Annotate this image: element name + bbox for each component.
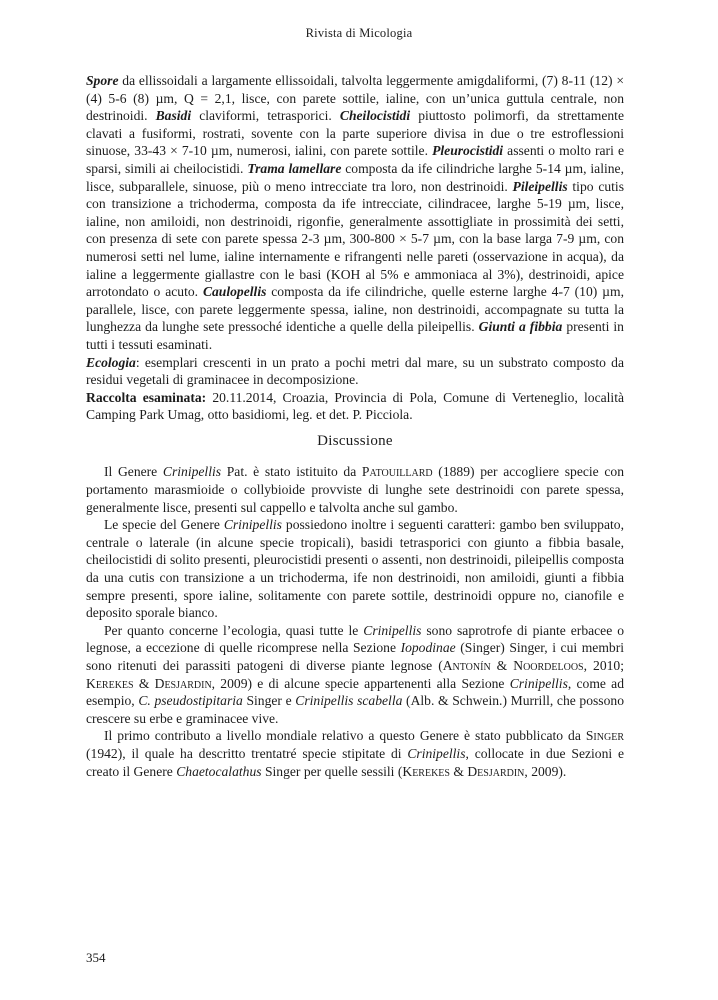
text-run: (Alb. & Schwein.) Murrill, che possono crescere su erbe e graminacee vive. (86, 693, 624, 726)
text-run: (1942), il quale ha descritto trentatré specie stipitate di (86, 745, 408, 761)
text-run: possiedono inoltre i seguenti caratteri: gambo ben sviluppato, centrale o laterale (in alcune specie tropicali), basidi tetrasporici con giunto a fibbia basale, cheilocistidi di solito presenti, pleurocistidi presenti o assenti, non destrinoidi, pileipellis composta da una cutis con transizione a un trichoderma, ife non destrinoidi, non amiloidi, giunti a fibbia sempre presenti, spore ialine, solitamente con parete sottile, destrinoidi oppure no, cianofile e deposito sporale bianco. (86, 517, 624, 621)
section-title: Discussione (317, 432, 393, 449)
text-run: Kerekes & Desjardin (402, 763, 525, 779)
text-run: : esemplari crescenti in un prato a pochi metri dal mare, su un substrato composto da residui vegetali di graminacee in decomposizione. (86, 354, 624, 388)
text-run: , 2009) e di alcune specie appartenenti alla Sezione (211, 675, 510, 691)
collection-paragraph (86, 389, 624, 424)
text-run: Kerekes & Desjardin (86, 675, 212, 691)
text-run: assenti o molto rari e sparsi, simili ai cheilocistidi. (86, 143, 624, 176)
text-run: (1889) per accogliere specie con portamento marasmioide o collybioide provviste di lunghe sete destrinoidi con parete spessa, generalmente lisce, presenti sul cappello e talvolta anche sul gambo. (86, 464, 625, 515)
text-run: Pat. è stato istituito da (221, 464, 362, 480)
discussion-paragraph-4 (86, 727, 624, 780)
text-run: composta da ife cilindriche, quelle esterne larghe 4-7 (10) µm, parallele, lisce, con parete leggermente spessa, ialine, non destrinoidi, accompagnate su tutta la lunghezza da lunghe sete pressoché identiche a quelle della pileipellis. (86, 284, 624, 335)
text-run: Trama lamellare (247, 160, 342, 176)
text-run: Singer per quelle sessili ( (261, 763, 403, 779)
discussion-paragraph-3 (86, 622, 624, 728)
text-run: presenti in tutti i tessuti esaminati. (86, 319, 624, 352)
description-paragraph (86, 72, 624, 354)
text-run: Il Genere (104, 464, 163, 480)
text-run: , 2010; (583, 658, 624, 673)
text-run: sono saprotrofe di piante erbacee o legnose, a eccezione di quelle ricomprese nella Sezione (86, 622, 624, 656)
running-head: Rivista di Micologia (305, 26, 413, 40)
text-run: Cheilocistidi (339, 108, 411, 124)
text-run: Crinipellis (162, 464, 222, 480)
text-run: da ellissoidali a largamente ellissoidali, talvolta leggermente amigdaliformi, (7) 8-11 (12) × (4) 5-6 (8) µm, Q = 2,1, lisce, con parete sottile, ialine, con un’unica guttula centrale, non destrinoidi. (86, 73, 624, 124)
text-run: Patouillard (361, 464, 433, 480)
text-run: Pleurocistidi (432, 143, 504, 159)
text-run: Crinipellis scabella (295, 693, 403, 709)
discussion-paragraph-1 (86, 463, 624, 516)
text-run: C. pseudostipitaria (138, 693, 243, 709)
text-run: Il primo contributo a livello mondiale relativo a questo Genere è stato pubblicato da (104, 728, 586, 744)
text-run: Singer (585, 728, 624, 744)
text-run: , come ad esempio, (86, 675, 624, 709)
text-run: composta da ife cilindriche larghe 5-14 µm, ialine, lisce, subparallele, sinuose, più o meno intrecciate tra loro, non destrinoidi. (86, 160, 624, 194)
text-run: Chaetocalathus (176, 763, 262, 779)
text-run: Basidi (155, 108, 192, 124)
text-run: Per quanto concerne l’ecologia, quasi tutte le (104, 622, 364, 638)
text-run: Antonín & Noordeloos (442, 658, 584, 673)
text-run: 20.11.2014, Croazia, Provincia di Pola, Comune di Verteneglio, località Camping Park Umag, otto basidiomi, leg. et det. P. Picciola. (86, 389, 625, 423)
text-run: tipo cutis con transizione a trichoderma, composta da ife intrecciate, cilindracee, larghe 5-19 µm, lisce, ialine, non amiloidi, non destrinoidi, rigonfie, generalmente assottigliate in prossimità dei setti, con presenza di sete con parete spessa 2-3 µm, 300-800 × 5-7 µm, con la base larga 7-9 µm, con numerosi setti nel lume, ialine internamente e rifrangenti nelle pareti (osservazione in acqua), da ialine a leggermente giallastre con le basi (KOH al 5% e ammoniaca al 3%), destrinoidi, apice arrotondato o acuto. (86, 178, 624, 300)
text-run: Ecologia (86, 354, 136, 370)
text-run: Spore (86, 73, 119, 88)
page-number: 354 (86, 950, 106, 965)
text-run: Caulopellis (202, 284, 267, 300)
text-run: , 2009). (524, 763, 567, 779)
text-run: Le specie del Genere (104, 517, 224, 533)
text-run: Crinipellis (509, 675, 568, 691)
text-run: claviformi, tetrasporici. (191, 108, 340, 124)
text-run: Crinipellis (363, 622, 422, 638)
discussion-paragraph-2 (86, 516, 624, 622)
ecology-paragraph (86, 354, 624, 389)
text-run: , collocate in due Sezioni e creato il Genere (86, 745, 624, 779)
text-run: piuttosto polimorfi, da strettamente clavati a fusiformi, rostrati, sovente con la parte superiore divisa in due o tre estroflessioni sinuose, 33-43 × 7-10 µm, numerosi, ialini, con parete sottile. (86, 108, 624, 159)
text-run: Singer e (242, 693, 296, 709)
article-body (86, 72, 624, 780)
text-run: (Singer) Singer, i cui membri sono ritenuti dei parassiti patogeni di diverse piante legnose ( (86, 640, 624, 673)
text-run: Giunti a fibbia (478, 319, 563, 335)
text-run: Crinipellis (223, 517, 282, 533)
text-run: Crinipellis (407, 745, 466, 761)
text-run: Pileipellis (512, 178, 568, 194)
text-run: Raccolta esaminata: (86, 389, 207, 405)
text-run: Iopodinae (400, 640, 456, 656)
